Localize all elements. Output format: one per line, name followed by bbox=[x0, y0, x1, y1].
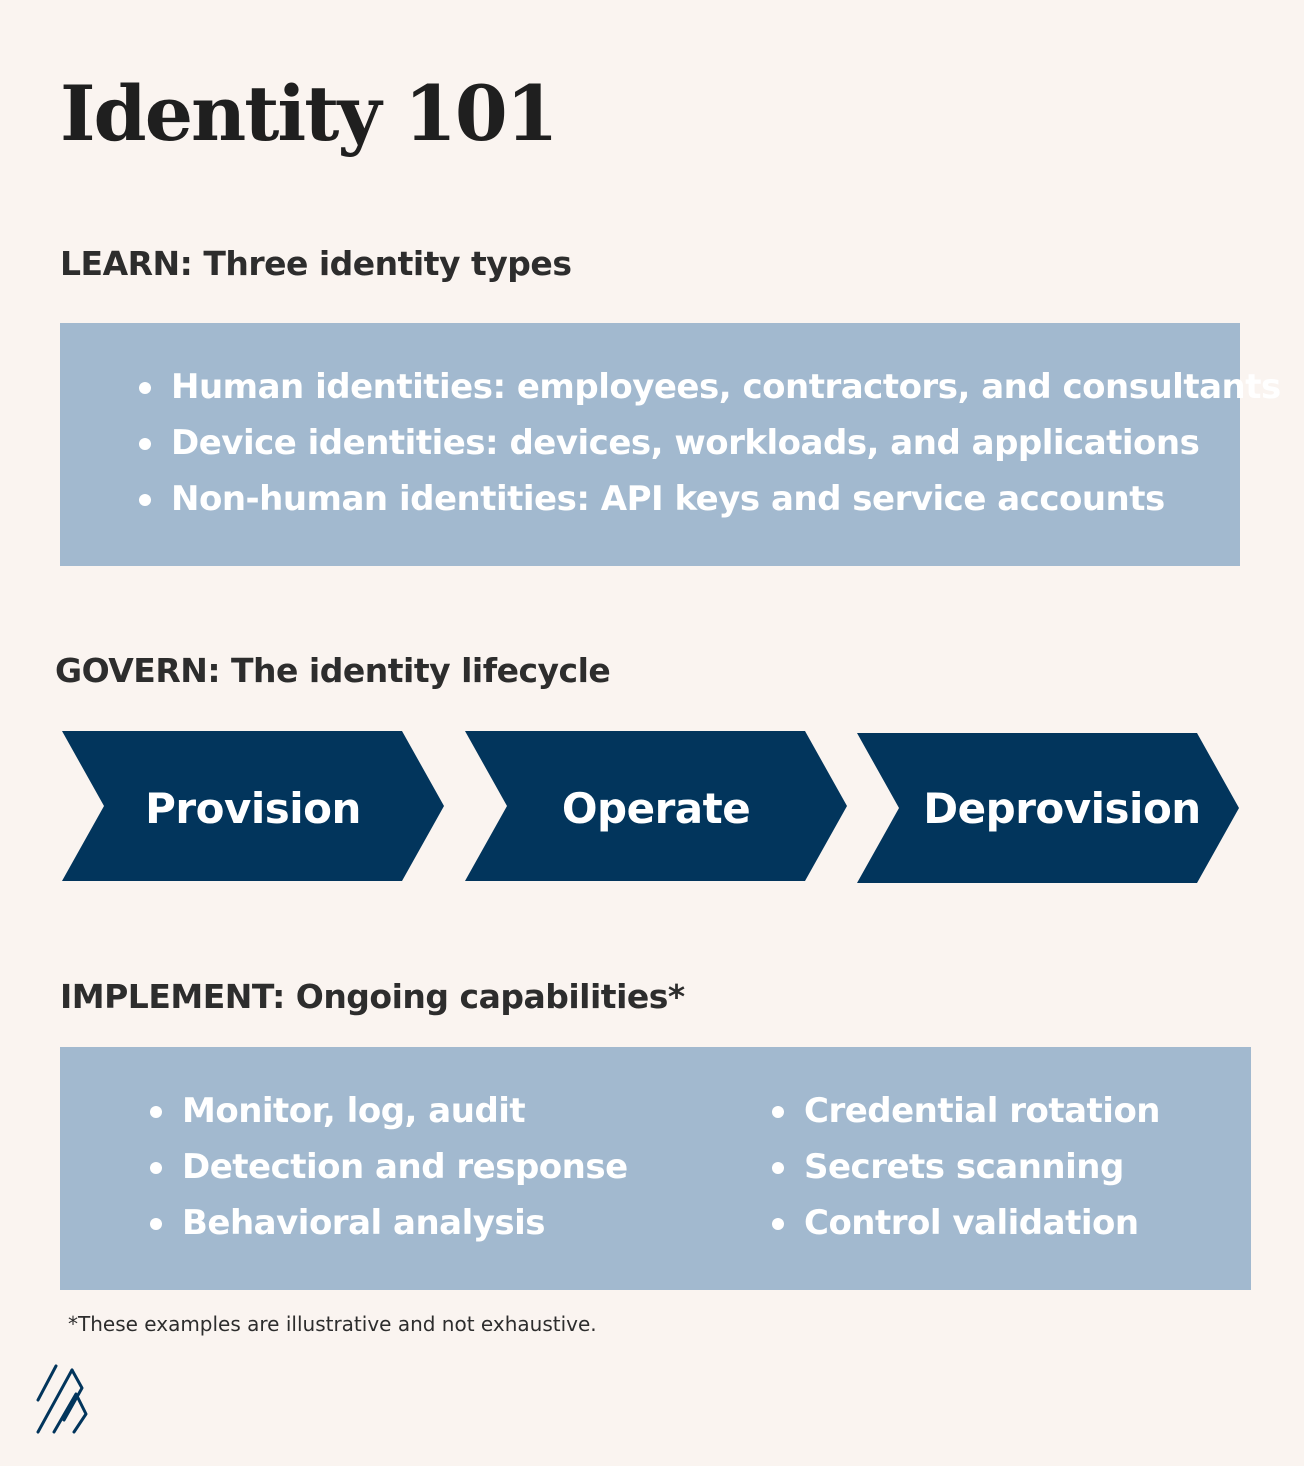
implement-panel bbox=[60, 1047, 1251, 1290]
list-item: Monitor, log, audit bbox=[150, 1083, 772, 1139]
list-item: Device identities: devices, workloads, and applications bbox=[139, 415, 1240, 471]
chevron-deprovision-label: Deprovision bbox=[923, 783, 1201, 833]
list-item: Non-human identities: API keys and service accounts bbox=[139, 471, 1240, 527]
chevron-provision-label: Provision bbox=[145, 783, 361, 833]
list-item: Control validation bbox=[772, 1195, 1160, 1251]
learn-panel bbox=[60, 323, 1281, 566]
govern-heading: GOVERN: The identity lifecycle bbox=[55, 651, 611, 690]
identity-types-list bbox=[139, 359, 1281, 527]
list-item: Behavioral analysis bbox=[150, 1195, 772, 1251]
list-item: Detection and response bbox=[150, 1139, 772, 1195]
list-item: Credential rotation bbox=[772, 1083, 1160, 1139]
list-item: Secrets scanning bbox=[772, 1139, 1160, 1195]
implement-heading: IMPLEMENT: Ongoing capabilities* bbox=[60, 977, 685, 1016]
learn-heading: LEARN: Three identity types bbox=[60, 244, 572, 283]
diagonal-stripes-logo-icon bbox=[34, 1362, 90, 1436]
footnote: *These examples are illustrative and not exhaustive. bbox=[68, 1312, 597, 1336]
page-title: Identity 101 bbox=[60, 69, 557, 158]
capabilities-list-right bbox=[772, 1083, 1160, 1290]
list-item: Human identities: employees, contractors, and consultants bbox=[139, 359, 1240, 415]
capabilities-list-left bbox=[150, 1083, 772, 1290]
chevron-operate-label: Operate bbox=[561, 783, 751, 833]
